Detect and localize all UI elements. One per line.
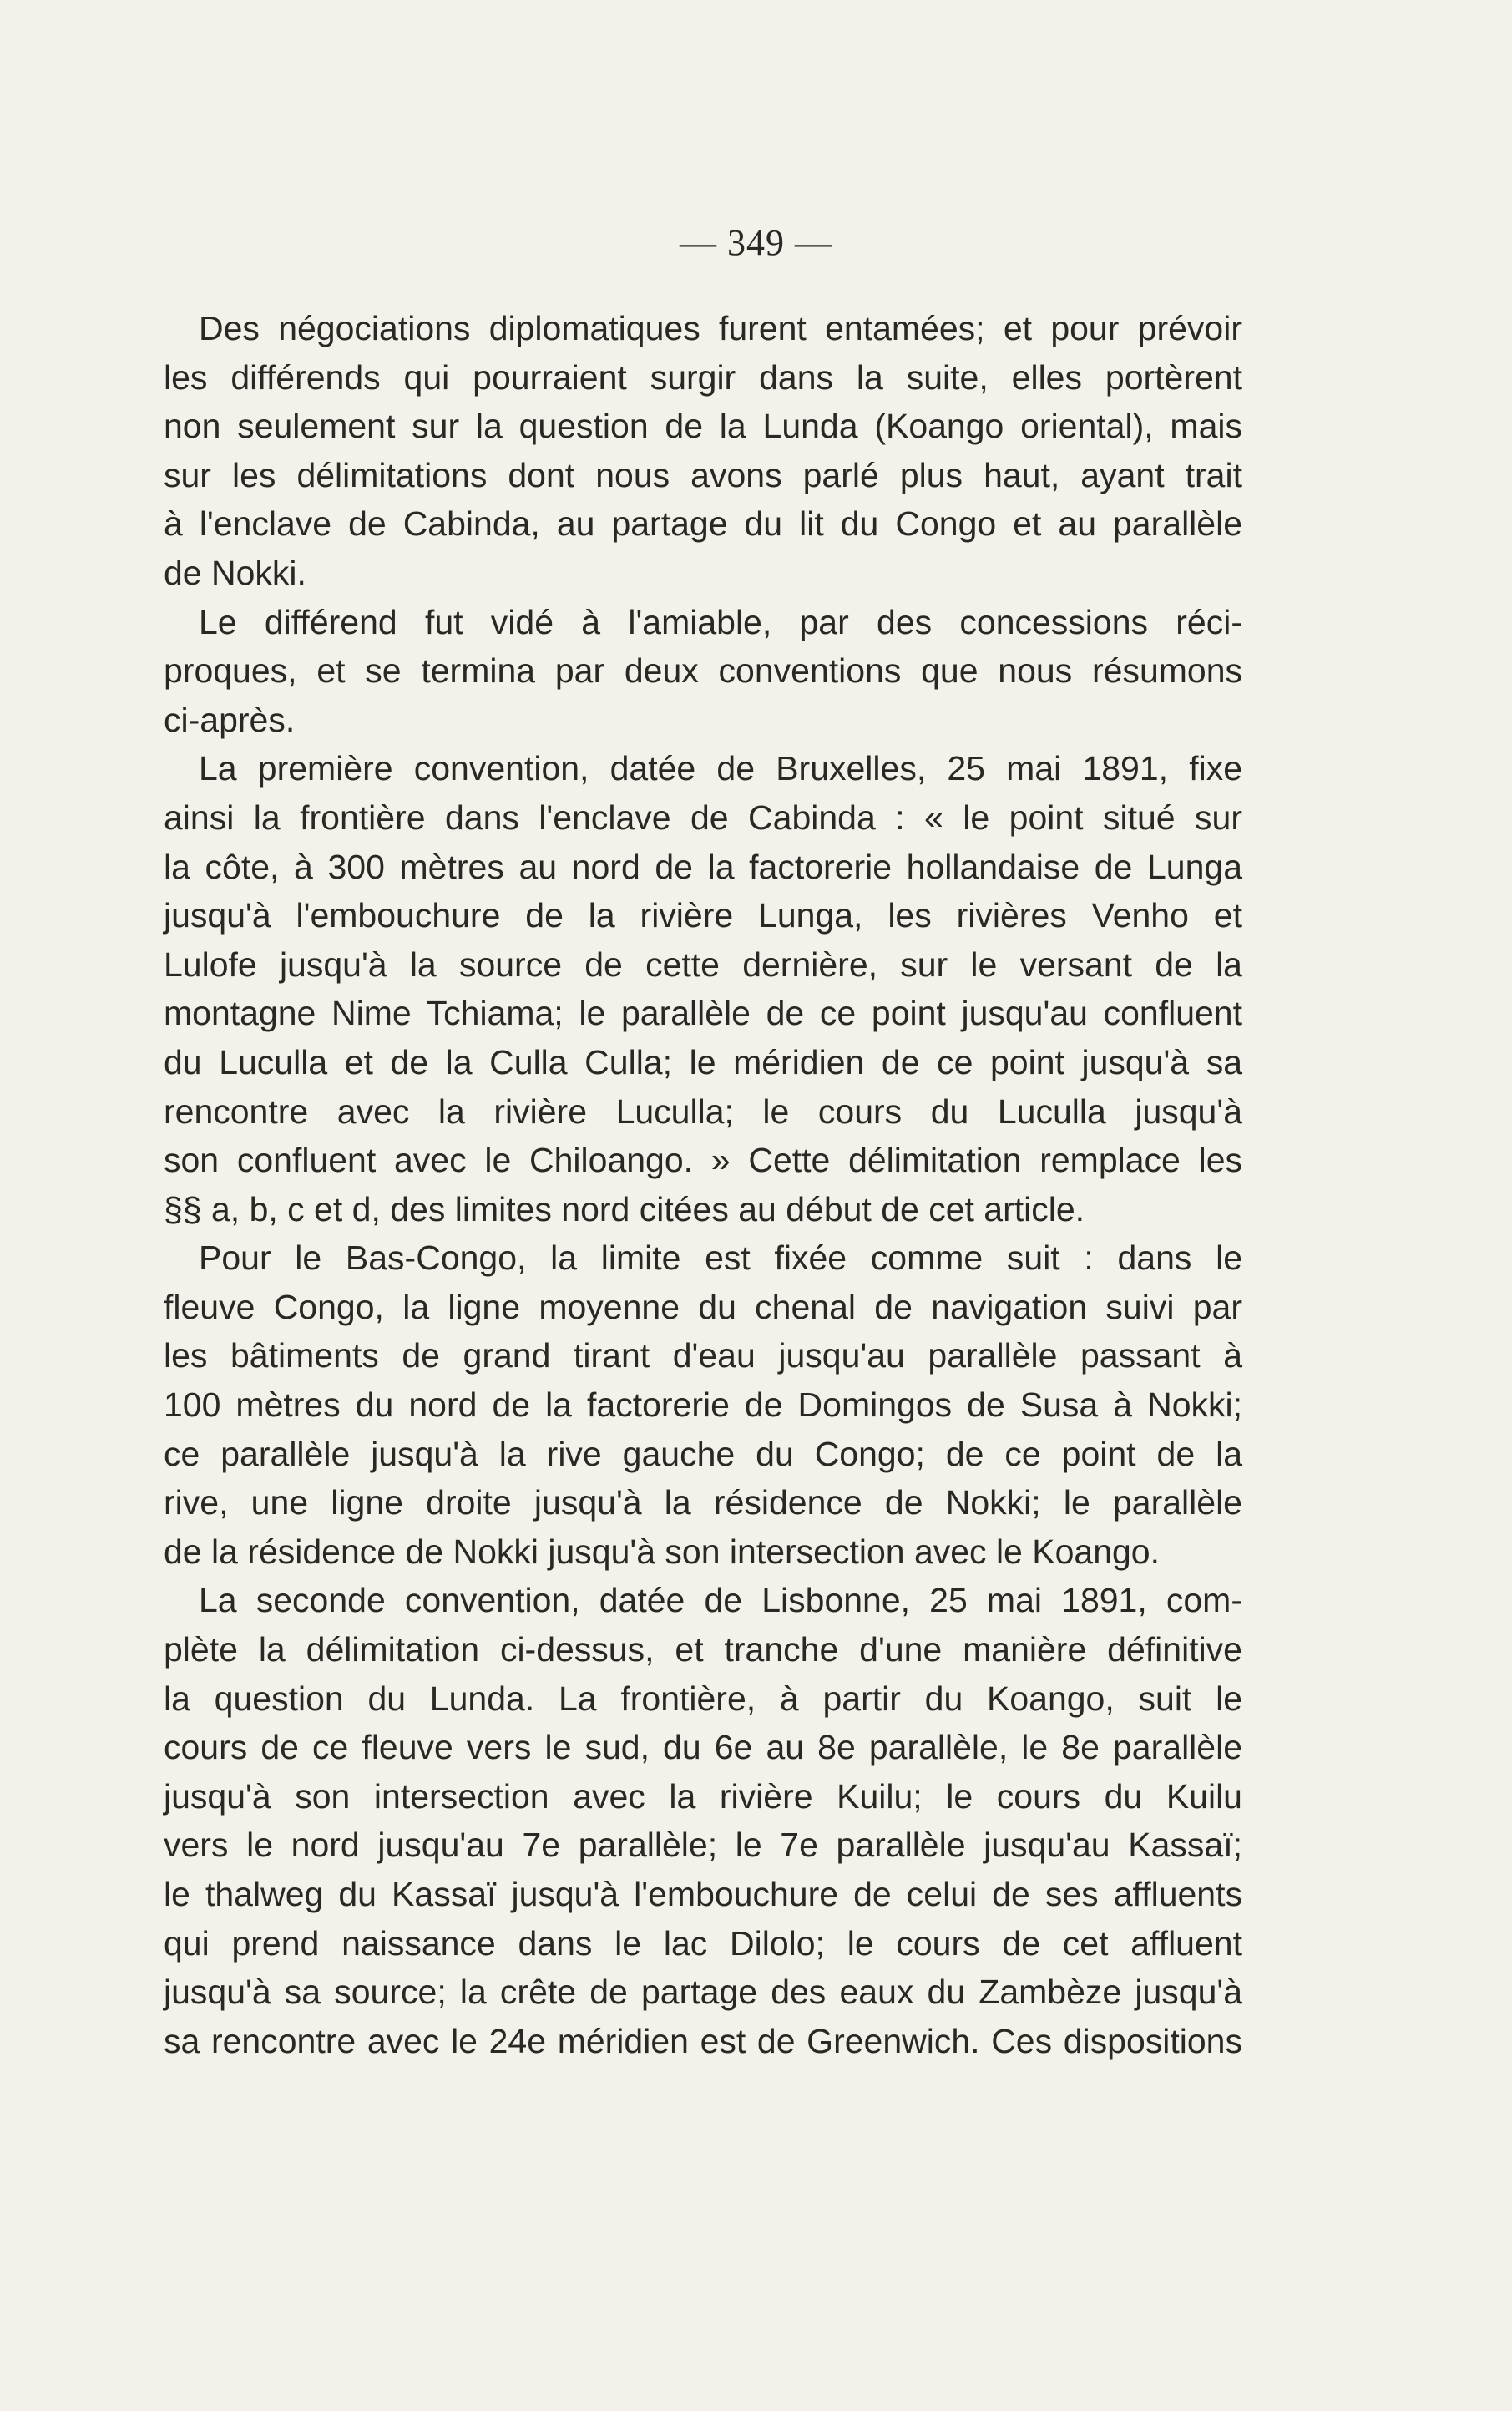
page-number: — 349 — <box>680 222 832 263</box>
text-line: la côte, à 300 mètres au nord de la factorerie hollandaise de Lunga <box>164 847 1242 886</box>
text-line: Des négociations diplomatiques furent entamées; et pour prévoir <box>199 309 1242 347</box>
text-line: La seconde convention, datée de Lisbonne, 25 mai 1891, com- <box>199 1581 1242 1620</box>
text-line: §§ a, b, c et d, des limites nord citées au début de cet article. <box>164 1189 1085 1228</box>
text-line: les différends qui pourraient surgir dans la suite, elles portèrent <box>164 357 1242 397</box>
text-line: rive, une ligne droite jusqu'à la résidence de Nokki; le parallèle <box>164 1483 1242 1522</box>
text-line: rencontre avec la rivière Luculla; le cours du Luculla jusqu'à <box>164 1092 1242 1131</box>
text-line: de Nokki. <box>164 553 306 592</box>
text-line: qui prend naissance dans le lac Dilolo; le cours de cet affluent <box>164 1923 1242 1963</box>
text-line: proques, et se termina par deux conventions que nous résumons <box>164 651 1242 691</box>
text-line: jusqu'à son intersection avec la rivière Kuilu; le cours du Kuilu <box>164 1776 1242 1816</box>
text-line: jusqu'à sa source; la crête de partage des eaux du Zambèze jusqu'à <box>164 1973 1242 2012</box>
text-line: ainsi la frontière dans l'enclave de Cabinda : « le point situé sur <box>164 798 1242 837</box>
text-line: son confluent avec le Chiloango. » Cette délimitation remplace les <box>164 1141 1242 1180</box>
text-line: 100 mètres du nord de la factorerie de Domingos de Susa à Nokki; <box>164 1385 1242 1425</box>
text-line: plète la délimitation ci-dessus, et tranche d'une manière définitive <box>164 1630 1242 1669</box>
text-line: ci-après. <box>164 700 296 739</box>
text-line: sa rencontre avec le 24e méridien est de Greenwich. Ces dispositions <box>164 2021 1242 2060</box>
text-line: ce parallèle jusqu'à la rive gauche du Congo; de ce point de la <box>164 1434 1242 1473</box>
text-line: à l'enclave de Cabinda, au partage du lit du Congo et au parallèle <box>164 504 1242 544</box>
text-line: sur les délimitations dont nous avons parlé plus haut, ayant trait <box>164 455 1242 494</box>
body-text <box>164 304 1242 2065</box>
text-line: cours de ce fleuve vers le sud, du 6e au 8e parallèle, le 8e parallèle <box>164 1728 1242 1767</box>
text-line: vers le nord jusqu'au 7e parallèle; le 7e parallèle jusqu'au Kassaï; <box>164 1826 1242 1865</box>
text-line: le thalweg du Kassaï jusqu'à l'embouchure de celui de ses affluents <box>164 1875 1242 1913</box>
text-line: Le différend fut vidé à l'amiable, par des concessions réci- <box>199 602 1242 641</box>
text-line: de la résidence de Nokki jusqu'à son intersection avec le Koango. <box>164 1532 1161 1571</box>
text-line: la question du Lunda. La frontière, à partir du Koango, suit le <box>164 1679 1242 1718</box>
text-line: du Luculla et de la Culla Culla; le méridien de ce point jusqu'à sa <box>164 1042 1242 1081</box>
text-line: Lulofe jusqu'à la source de cette dernière, sur le versant de la <box>164 945 1242 984</box>
text-line: fleuve Congo, la ligne moyenne du chenal de navigation suivi par <box>164 1287 1242 1326</box>
text-line: montagne Nime Tchiama; le parallèle de ce point jusqu'au confluent <box>164 994 1242 1033</box>
text-line: les bâtiments de grand tirant d'eau jusqu'au parallèle passant à <box>164 1336 1242 1375</box>
text-line: La première convention, datée de Bruxelles, 25 mai 1891, fixe <box>199 749 1242 788</box>
text-line: non seulement sur la question de la Lunda (Koango oriental), mais <box>164 407 1242 446</box>
text-line: Pour le Bas-Congo, la limite est fixée comme suit : dans le <box>199 1238 1242 1278</box>
text-line: jusqu'à l'embouchure de la rivière Lunga, les rivières Venho et <box>164 896 1242 935</box>
